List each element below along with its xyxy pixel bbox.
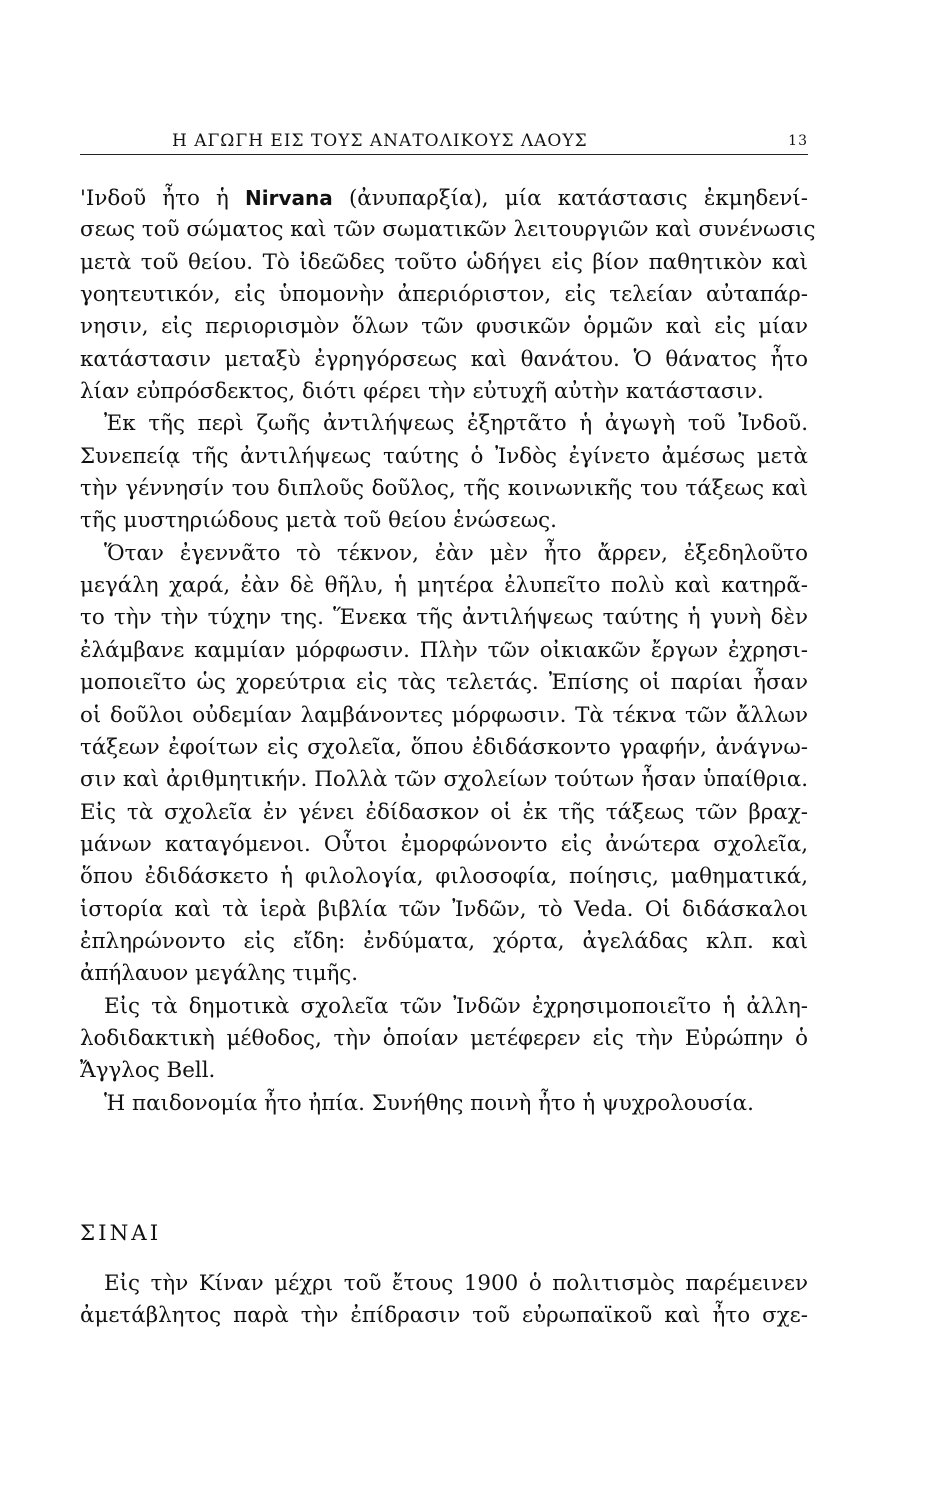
text-line: Συνεπείᾳ τῆς ἀντιλήψεως ταύτης ὁ Ἰνδὸς ἐγίνετο ἀμέσως μετὰ	[80, 443, 808, 469]
term-nirvana: Nirvana	[245, 186, 333, 210]
text-line: ἱστορία καὶ τὰ ἱερὰ βιβλία τῶν Ἰνδῶν, τὸ Veda. Οἱ διδάσκαλοι	[80, 896, 808, 922]
text-line: σιν καὶ ἀριθμητικήν. Πολλὰ τῶν σχολείων τούτων ἦσαν ὑπαίθρια.	[80, 767, 808, 793]
text-line: 'Ινδοῦ ἦτο ἡ Nirvana (ἀνυπαρξία), μία κατάστασις ἐκμηδενί-	[80, 186, 808, 211]
text-line: λοδιδακτικὴ μέθοδος, τὴν ὁποίαν μετέφερεν εἰς τὴν Εὐρώπην ὁ	[80, 1025, 808, 1051]
text-line: Ὅταν ἐγεννᾶτο τὸ τέκνον, ἐὰν μὲν ἦτο ἄρρεν, ἐξεδηλοῦτο	[104, 540, 808, 566]
paragraph-method	[80, 991, 808, 1088]
text-line: νησιν, εἰς περιορισμὸν ὅλων τῶν φυσικῶν ὁρμῶν καὶ εἰς μίαν	[80, 314, 808, 340]
text-line: Εἰς τὰ σχολεῖα ἐν γένει ἐδίδασκον οἱ ἐκ τῆς τάξεως τῶν βραχ-	[80, 799, 808, 825]
text-line: ἀπήλαυον μεγάλης τιμῆς.	[80, 961, 359, 987]
running-head: Η ΑΓΩΓΗ ΕΙΣ ΤΟΥΣ ΑΝΑΤΟΛΙΚΟΥΣ ΛΑΟΥΣ	[172, 131, 588, 151]
text-line: γοητευτικόν, εἰς ὑπομονὴν ἀπεριόριστον, εἰς τελείαν αὐταπάρ-	[80, 282, 808, 308]
text-line: τὴν γέννησίν του διπλοῦς δοῦλος, τῆς κοινωνικῆς του τάξεως καὶ	[80, 476, 808, 502]
page-number: 13	[788, 133, 808, 149]
text-line: λίαν εὐπρόσδεκτος, διότι φέρει τὴν εὐτυχῆ αὐτὴν κατάστασιν.	[80, 379, 764, 405]
text-line: το τὴν τὴν τύχην της. Ἕνεκα τῆς ἀντιλήψεως ταύτης ἡ γυνὴ δὲν	[80, 605, 808, 631]
text-line: τάξεων ἐφοίτων εἰς σχολεῖα, ὅπου ἐδιδάσκοντο γραφήν, ἀνάγνω-	[80, 734, 808, 760]
section-heading: ΣΙΝΑΙ	[80, 1221, 162, 1246]
text-line: ὅπου ἐδιδάσκετο ἡ φιλολογία, φιλοσοφία, ποίησις, μαθηματικά,	[80, 864, 808, 890]
paragraph-nirvana	[80, 182, 816, 408]
text-line: μεγάλη χαρά, ἐὰν δὲ θῆλυ, ἡ μητέρα ἐλυπεῖτο πολὺ καὶ κατηρᾶ-	[80, 573, 808, 599]
body-text	[80, 182, 816, 1120]
text-line: Ἡ παιδονομία ἦτο ἠπία. Συνήθης ποινὴ ἦτο ἡ ψυχρολουσία.	[104, 1090, 754, 1116]
text-line: τῆς μυστηριώδους μετὰ τοῦ θείου ἑνώσεως.	[80, 508, 557, 534]
text-line: Ἐκ τῆς περὶ ζωῆς ἀντιλήψεως ἐξηρτᾶτο ἡ ἀγωγὴ τοῦ Ἰνδοῦ.	[104, 411, 808, 437]
text-line: σεως τοῦ σώματος καὶ τῶν σωματικῶν λειτουργιῶν καὶ συνένωσις	[80, 217, 816, 243]
text-line: ἀμετάβλητος παρὰ τὴν ἐπίδρασιν τοῦ εὐρωπαϊκοῦ καὶ ἦτο σχε-	[80, 1303, 808, 1329]
text-line: ἐπληρώνοντο εἰς εἴδη: ἐνδύματα, χόρτα, ἀγελάδας κλπ. καὶ	[80, 928, 808, 954]
paragraph-schools	[80, 538, 808, 991]
text-line: Ἄγγλος Bell.	[80, 1058, 216, 1084]
text-line: Εἰς τὰ δημοτικὰ σχολεῖα τῶν Ἰνδῶν ἐχρησιμοποιεῖτο ἡ ἀλλη-	[104, 993, 808, 1019]
section-text	[80, 1268, 808, 1333]
text-line: μάνων καταγόμενοι. Οὗτοι ἐμορφώνοντο εἰς ἀνώτερα σχολεῖα,	[80, 831, 808, 857]
text-line: μετὰ τοῦ θείου. Τὸ ἰδεῶδες τοῦτο ὡδήγει εἰς βίον παθητικὸν καὶ	[80, 249, 808, 275]
text-line: κατάστασιν μεταξὺ ἐγρηγόρσεως καὶ θανάτου. Ὁ θάνατος ἦτο	[80, 346, 808, 372]
text-line: Εἰς τὴν Κίναν μέχρι τοῦ ἔτους 1900 ὁ πολιτισμὸς παρέμεινεν	[104, 1271, 808, 1296]
text-line: ἐλάμβανε καμμίαν μόρφωσιν. Πλὴν τῶν οἰκιακῶν ἔργων ἐχρησι-	[80, 637, 808, 663]
page-header	[80, 128, 808, 155]
paragraph-discipline	[80, 1088, 808, 1120]
paragraph-education	[80, 408, 808, 537]
text-line: οἱ δοῦλοι οὐδεμίαν λαμβάνοντες μόρφωσιν. Τὰ τέκνα τῶν ἄλλων	[80, 702, 808, 728]
text-line: μοποιεῖτο ὡς χορεύτρια εἰς τὰς τελετάς. Ἐπίσης οἱ παρίαι ἦσαν	[80, 670, 808, 696]
